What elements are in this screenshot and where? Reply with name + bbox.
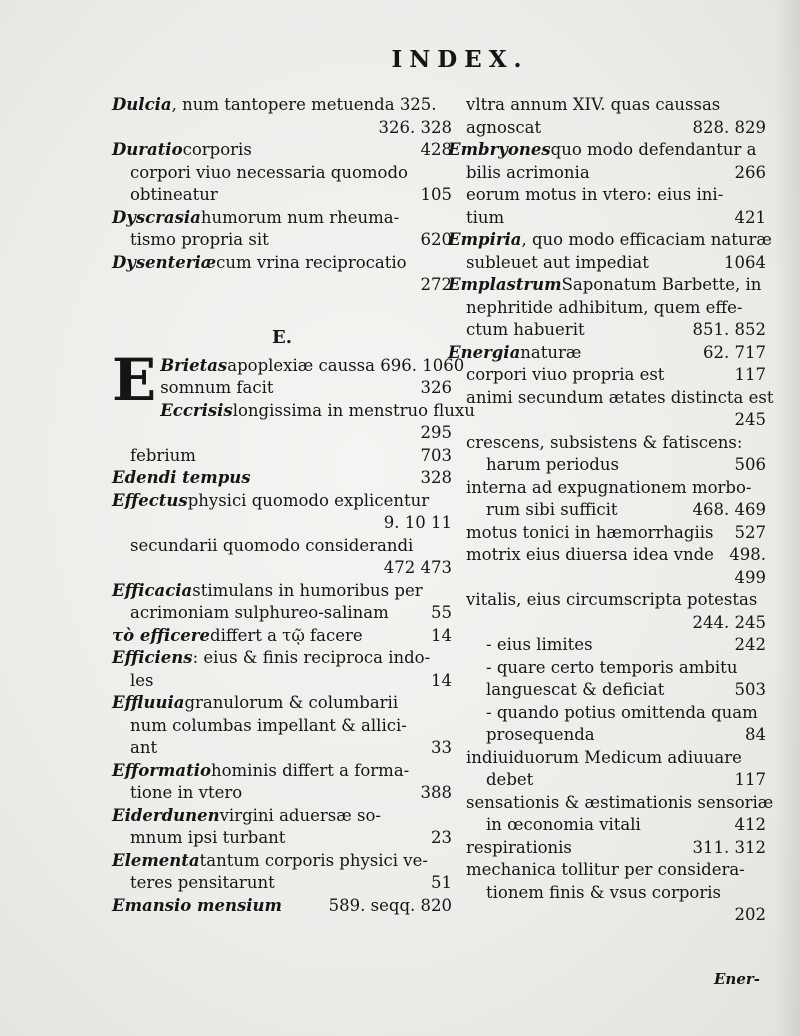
index-entry-line (448, 229, 772, 252)
page-reference: 388 (420, 783, 452, 802)
entry-text: hominis differt a forma- (210, 760, 410, 780)
entry-text: vitalis, eius circumscripta potestas (466, 590, 758, 609)
page-reference: 703 (420, 445, 452, 465)
page-reference: 428 (420, 140, 452, 159)
index-entry-line (448, 387, 774, 410)
entry-headword: Eiderdunen (112, 805, 220, 825)
entry-text: in œconomia vitali (486, 815, 641, 834)
entry-text: acrimoniam sulphureo-salinam (130, 603, 389, 622)
index-entry-line (112, 872, 452, 895)
entry-text: tium (466, 207, 505, 227)
entry-text: harum periodus (486, 455, 619, 474)
entry-text: tismo propria sit (130, 230, 269, 249)
index-entry-line (448, 612, 766, 635)
index-entry-line (448, 634, 766, 657)
entry-text: cum vrina reciprocatio (216, 252, 407, 272)
entry-text: humorum num rheuma- (200, 207, 400, 227)
page-reference: 14 (431, 670, 452, 690)
index-entry-line (448, 724, 766, 747)
index-entry-line (112, 557, 452, 580)
index-entry-line (448, 139, 766, 162)
entry-text: ctum habuerit (466, 320, 585, 339)
index-entry-line (448, 522, 766, 545)
left-column (112, 94, 475, 917)
entry-text: obtineatur (130, 185, 218, 204)
page-reference: 242 (734, 635, 766, 654)
index-entry-line (448, 184, 766, 207)
entry-text: quo modo defendantur a (550, 140, 757, 159)
entry-text: interna ad expugnationem morbo- (466, 477, 752, 497)
entry-text: febrium (130, 445, 196, 465)
index-entry-line (448, 499, 766, 522)
entry-headword: Effluuia (112, 693, 185, 712)
index-entry-line (448, 814, 766, 837)
entry-text: longissima in menstruo fluxu (232, 400, 475, 420)
entry-headword: Embryones (448, 140, 551, 159)
entry-text: tionem finis & vsus corporis (486, 882, 721, 902)
entry-headword: τὸ efficere (112, 625, 211, 645)
index-entry-line (112, 445, 452, 468)
entry-text: num columbas impellant & allici- (130, 715, 407, 735)
entry-text: Saponatum Barbette, in (561, 275, 762, 294)
entries-e-continued (448, 94, 774, 927)
entry-text: naturæ (520, 342, 582, 362)
page-reference: 105 (420, 185, 452, 204)
index-entry-line (448, 454, 766, 477)
index-entry-line (448, 207, 766, 230)
entry-text: physici quomodo explicentur (187, 490, 430, 510)
entry-text: somnum facit (160, 378, 274, 397)
entry-text: 326. 328 (378, 117, 452, 137)
entry-text: eorum motus in vtero: eius ini- (466, 185, 724, 204)
entry-text: 202 (734, 905, 766, 924)
index-entry-line (112, 670, 452, 693)
entry-headword: Efformatio (112, 760, 211, 780)
index-entry-line (448, 837, 766, 860)
index-entry-line (112, 512, 452, 535)
page-edge-shadow (774, 0, 800, 1036)
entry-text: debet (486, 770, 534, 789)
entry-text: stimulans in humoribus per (192, 580, 423, 600)
entry-text: differt a τῷ facere (210, 625, 363, 645)
entry-text: , num tantopere metuenda 325. (171, 95, 437, 114)
entry-text: 9. 10 11 (383, 513, 452, 532)
entry-text: apoplexiæ caussa 696. 1060 (227, 355, 465, 375)
index-entry-line (448, 792, 774, 815)
entry-text: ant (130, 738, 158, 757)
entry-text: motrix eius diuersa idea vnde (466, 545, 714, 564)
entry-headword: Duratio (112, 140, 183, 159)
index-entry-line (448, 342, 766, 365)
index-entry-line (448, 297, 766, 320)
right-column (448, 94, 774, 927)
entry-text: - quare certo temporis ambitu (486, 657, 738, 677)
entry-text: les (130, 670, 154, 690)
entries-d (112, 94, 452, 297)
page-reference: 84 (745, 725, 766, 744)
entry-text: crescens, subsistens & fatiscens: (466, 432, 743, 452)
drop-capital: E (112, 345, 157, 414)
page-reference: 468. 469 (692, 500, 766, 519)
page-reference: 51 (431, 873, 452, 892)
entry-text: 244. 245 (692, 612, 766, 632)
index-entry-line (448, 94, 766, 117)
entry-text: : eius & finis reciproca indo- (192, 648, 431, 667)
index-entry-line (112, 490, 452, 513)
index-entry-line (112, 625, 452, 648)
entry-text: languescat & deficiat (486, 680, 665, 699)
page-reference: 117 (734, 365, 766, 384)
page-title: INDEX. (391, 46, 529, 73)
index-entry-line (448, 432, 766, 455)
page-reference: 503 (734, 680, 766, 699)
index-entry-line (112, 805, 452, 828)
entry-text: teres pensitarunt (130, 873, 275, 892)
index-entry-line (112, 850, 452, 873)
index-entry-line (112, 602, 452, 625)
entry-headword: Elementa (112, 850, 200, 870)
index-entry-line (448, 679, 766, 702)
page-reference: 421 (734, 207, 766, 227)
entry-text: subleuet aut impediat (466, 252, 649, 272)
index-entry-line (112, 252, 452, 275)
index-entry-line (448, 364, 766, 387)
index-entry-line (112, 535, 452, 558)
entry-headword: Eccrisis (160, 400, 233, 420)
index-entry-line (112, 139, 452, 162)
page-reference: 1064 (724, 252, 766, 272)
entry-text: - eius limites (486, 635, 593, 654)
entry-text: secundarii quomodo considerandi (130, 535, 414, 555)
page-reference: 851. 852 (692, 320, 766, 339)
page-reference: 498. (729, 545, 766, 564)
page-reference: 527 (734, 522, 766, 542)
entry-text: 245 (734, 410, 766, 429)
index-entry-line (448, 589, 766, 612)
entry-text: 295 (420, 423, 452, 442)
entry-text: granulorum & columbarii (184, 693, 399, 712)
page-reference: 412 (734, 815, 766, 834)
index-entry-line (112, 895, 452, 918)
index-entry-line (112, 782, 452, 805)
index-entry-line (448, 274, 766, 297)
entry-text: tantum corporis physici ve- (199, 850, 428, 870)
page-reference: 828. 829 (692, 117, 766, 137)
entry-headword: Emplastrum (448, 275, 562, 294)
index-entry-line (448, 252, 766, 275)
entry-text: respirationis (466, 837, 572, 857)
entry-text: sensationis & æstimationis sensoriæ (466, 792, 774, 812)
index-entry-line (448, 882, 766, 905)
index-entry-line (112, 207, 452, 230)
index-entry-line (448, 747, 766, 770)
index-entry-line (112, 422, 452, 445)
entry-headword: Effectus (112, 490, 188, 510)
index-entry-line (112, 94, 452, 117)
section-letter-e: E. (272, 326, 292, 348)
entry-text: vltra annum XIV. quas caussas (466, 95, 721, 114)
entry-text: tione in vtero (130, 783, 243, 802)
entry-headword: Empiria (448, 230, 522, 249)
index-entry-line (448, 477, 766, 500)
entry-headword: Energia (448, 342, 521, 362)
index-entry-line (112, 760, 452, 783)
page-reference: 326 (420, 378, 452, 397)
entry-text: rum sibi sufficit (486, 500, 618, 519)
index-entry-line (448, 657, 766, 680)
index-entry-line (448, 162, 766, 185)
entry-text: mechanica tollitur per considera- (466, 860, 745, 879)
entry-text: bilis acrimonia (466, 162, 590, 182)
index-entry-line (112, 377, 452, 400)
entries-e (112, 345, 475, 918)
index-entry-line (112, 117, 452, 140)
entry-headword: Emansio mensium (112, 895, 282, 915)
index-entry-line (112, 467, 452, 490)
entry-text: animi secundum ætates distincta est (466, 387, 774, 407)
index-entry-line (112, 737, 452, 760)
entry-text: corpori viuo propria est (466, 365, 665, 384)
entry-headword: Efficacia (112, 580, 193, 600)
index-entry-line (448, 319, 766, 342)
page-reference: 33 (431, 738, 452, 757)
page-reference: 117 (734, 770, 766, 789)
page-reference: 328 (420, 468, 452, 487)
index-entry-line (112, 580, 452, 603)
index-entry-line (112, 162, 452, 185)
page-reference: 506 (734, 455, 766, 474)
index-entry-line (112, 692, 452, 715)
page-reference: 55 (431, 603, 452, 622)
entry-text: agnoscat (466, 117, 542, 137)
index-entry-line (448, 702, 766, 725)
entry-text: 499 (734, 567, 766, 587)
page-reference: 14 (431, 625, 452, 645)
index-entry-line (112, 355, 465, 378)
page-reference: 620 (420, 230, 452, 249)
entry-text: corporis (182, 140, 252, 159)
index-entry-line (448, 769, 766, 792)
entry-headword: Dysenteriæ (112, 252, 217, 272)
index-entry-line (112, 184, 452, 207)
index-entry-line (112, 229, 452, 252)
index-entry-line (448, 567, 766, 590)
entry-headword: Dyscrasia (112, 207, 201, 227)
index-entry-line (448, 904, 766, 927)
page-reference: 311. 312 (692, 837, 766, 857)
index-entry-line (112, 827, 452, 850)
page-reference: 62. 717 (703, 342, 766, 362)
index-entry-line (448, 544, 766, 567)
entry-headword: Efficiens (112, 648, 193, 667)
index-entry-line (112, 647, 452, 670)
entry-text: - quando potius omittenda quam (486, 702, 758, 722)
entry-text: corpori viuo necessaria quomodo (130, 162, 408, 182)
page-reference: 23 (431, 828, 452, 847)
entry-text: 272 (420, 275, 452, 294)
entry-text: nephritide adhibitum, quem effe- (466, 297, 743, 317)
index-entry-line (448, 117, 766, 140)
entry-text: indiuiduorum Medicum adiuuare (466, 747, 742, 767)
index-entry-line (112, 400, 475, 423)
entry-headword: Edendi tempus (112, 468, 251, 487)
page-reference: 589. seqq. 820 (328, 895, 452, 915)
entry-text: virgini aduersæ so- (219, 805, 381, 825)
entry-text: mnum ipsi turbant (130, 828, 286, 847)
catchword: Ener- (713, 970, 760, 988)
entry-text: , quo modo efficaciam naturæ (521, 230, 772, 249)
index-entry-line (112, 715, 452, 738)
index-entry-line (448, 409, 766, 432)
entry-text: prosequenda (486, 725, 595, 744)
page-reference: 266 (734, 162, 766, 182)
index-entry-line (448, 859, 766, 882)
entry-text: 472 473 (383, 558, 452, 577)
entry-headword: Dulcia (112, 95, 172, 114)
index-entry-line (112, 274, 452, 297)
entry-text: motus tonici in hæmorrhagiis (466, 522, 714, 542)
entry-headword: Brietas (160, 355, 228, 375)
